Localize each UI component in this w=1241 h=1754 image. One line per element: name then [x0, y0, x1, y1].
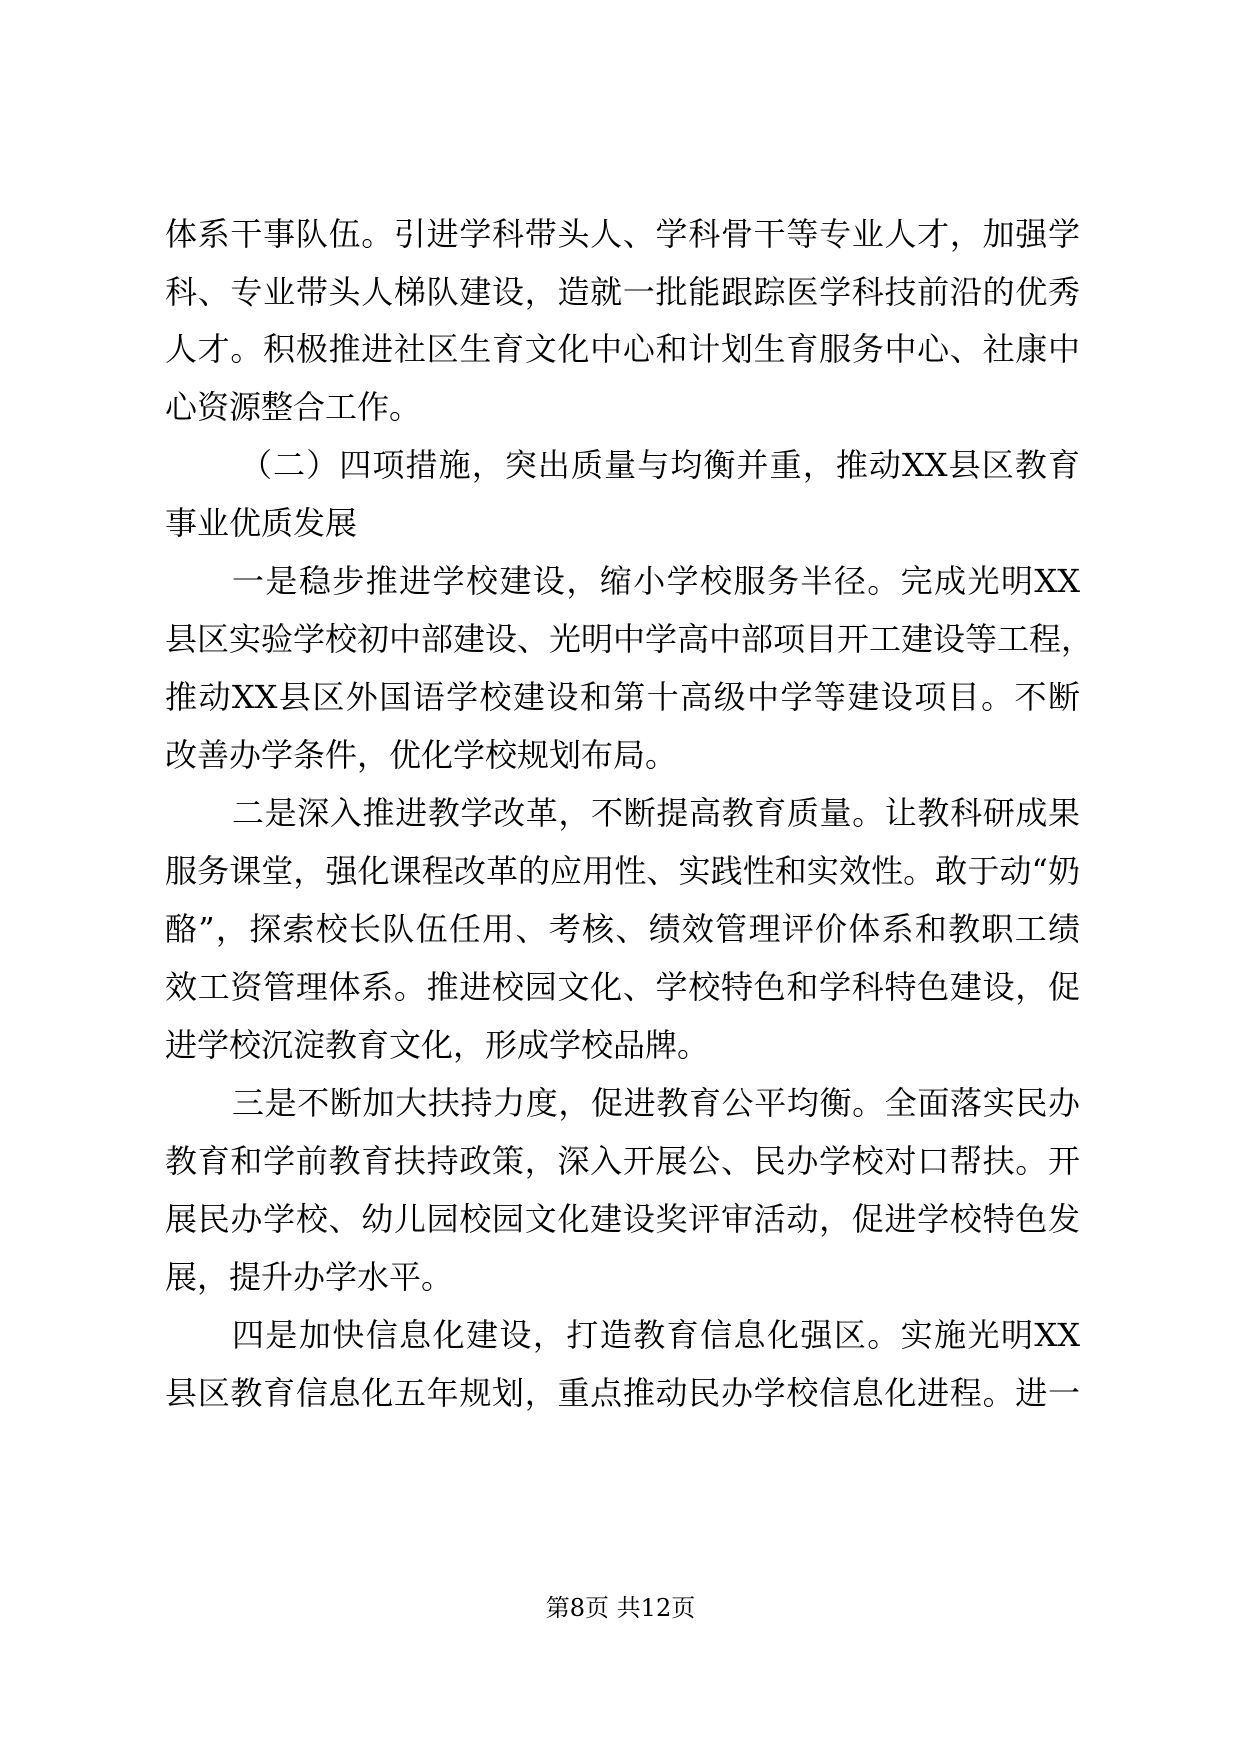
body-line: 体系干事队伍。引进学科带头人、学科骨干等专业人才，加强学	[165, 215, 1080, 253]
body-line: 服务课堂，强化课程改革的应用性、实践性和实效性。敢于动“奶	[165, 852, 1080, 890]
body-line: 三是不断加大扶持力度，促进教育公平均衡。全面落实民办	[232, 1084, 1080, 1122]
body-line: 二是深入推进教学改革，不断提高教育质量。让教科研成果	[232, 794, 1080, 832]
body-line: 教育和学前教育扶持政策，深入开展公、民办学校对口帮扶。开	[165, 1142, 1080, 1180]
body-line: 四是加快信息化建设，打造教育信息化强区。实施光明XX	[232, 1316, 1080, 1354]
body-line: 展，提升办学水平。	[165, 1258, 454, 1296]
body-line: 酪”，探索校长队伍任用、考核、绩效管理评价体系和教职工绩	[165, 910, 1080, 948]
body-line: 科、专业带头人梯队建设，造就一批能跟踪医学科技前沿的优秀	[165, 273, 1080, 311]
section-heading-line: （二）四项措施，突出质量与均衡并重，推动XX县区教育	[240, 446, 1080, 484]
body-line: 推动XX县区外国语学校建设和第十高级中学等建设项目。不断	[165, 678, 1080, 716]
body-line: 心资源整合工作。	[165, 388, 422, 426]
body-line: 县区教育信息化五年规划，重点推动民办学校信息化进程。进一	[165, 1374, 1080, 1412]
body-line: 改善办学条件，优化学校规划布局。	[165, 736, 678, 774]
body-line: 人才。积极推进社区生育文化中心和计划生育服务中心、社康中	[165, 330, 1080, 368]
body-line: 进学校沉淀教育文化，形成学校品牌。	[165, 1026, 710, 1064]
body-line: 效工资管理体系。推进校园文化、学校特色和学科特色建设，促	[165, 968, 1080, 1006]
section-heading-line: 事业优质发展	[165, 504, 358, 542]
body-line: 县区实验学校初中部建设、光明中学高中部项目开工建设等工程，	[165, 620, 1094, 658]
page-footer: 第8页 共12页	[545, 1594, 696, 1622]
body-line: 一是稳步推进学校建设，缩小学校服务半径。完成光明XX	[232, 562, 1080, 600]
body-line: 展民办学校、幼儿园校园文化建设奖评审活动，促进学校特色发	[165, 1200, 1080, 1238]
